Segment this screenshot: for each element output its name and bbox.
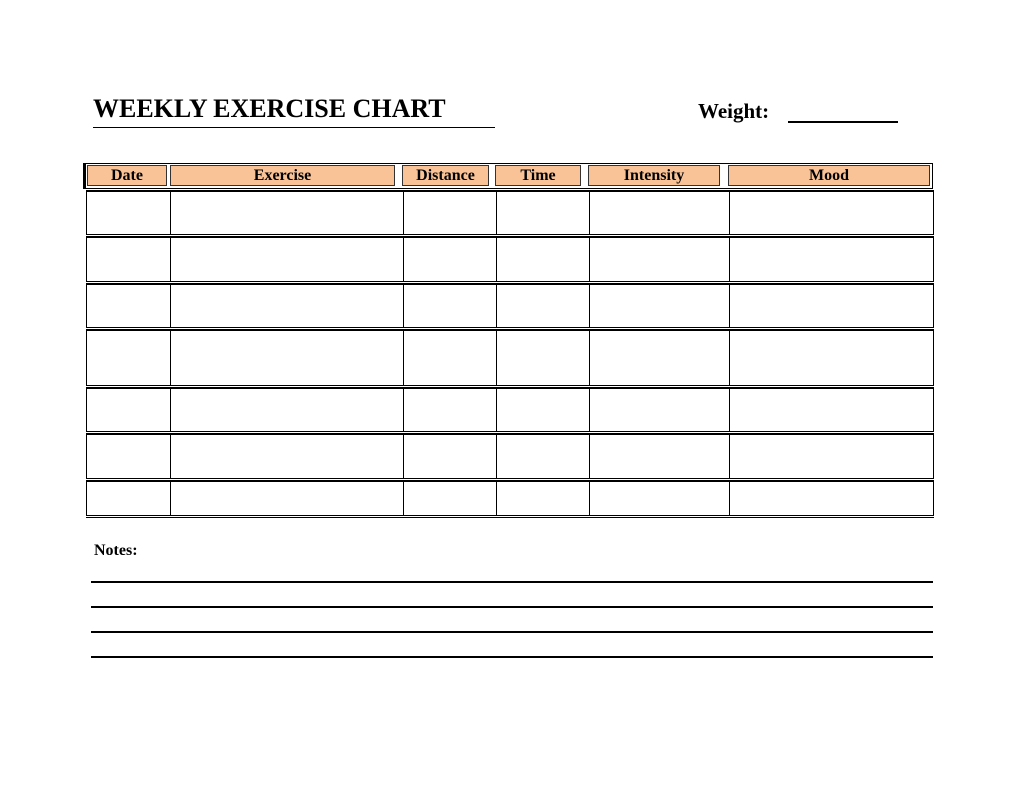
weight-label	[698, 98, 769, 124]
column-divider	[729, 482, 730, 515]
table-cell-mood[interactable]	[731, 192, 930, 234]
table-cell-time[interactable]	[498, 331, 587, 385]
page-title: WEEKLY EXERCISE CHART	[93, 94, 495, 128]
column-divider	[170, 192, 171, 234]
table-cell-date[interactable]	[89, 285, 168, 327]
weight-label-colon: :	[762, 99, 770, 123]
table-cell-mood[interactable]	[731, 331, 930, 385]
table-cell-mood[interactable]	[731, 435, 930, 478]
table-cell-intensity[interactable]	[591, 389, 727, 431]
table-cell-intensity[interactable]	[591, 285, 727, 327]
column-divider	[403, 435, 404, 478]
column-divider	[496, 435, 497, 478]
table-cell-date[interactable]	[89, 482, 168, 515]
column-divider	[403, 389, 404, 431]
column-divider	[496, 331, 497, 385]
table-cell-exercise[interactable]	[172, 435, 401, 478]
column-divider	[170, 435, 171, 478]
column-divider	[496, 482, 497, 515]
table-row	[86, 236, 934, 282]
column-divider	[496, 285, 497, 327]
column-header-exercise: Exercise	[170, 165, 395, 186]
table-cell-date[interactable]	[89, 389, 168, 431]
notes-line[interactable]	[91, 631, 933, 633]
column-divider	[170, 238, 171, 281]
column-divider	[589, 331, 590, 385]
column-divider	[589, 482, 590, 515]
table-cell-distance[interactable]	[405, 192, 494, 234]
column-header-date: Date	[87, 165, 167, 186]
column-header-intensity: Intensity	[588, 165, 720, 186]
column-divider	[496, 238, 497, 281]
table-cell-exercise[interactable]	[172, 482, 401, 515]
column-divider	[589, 238, 590, 281]
column-divider	[170, 285, 171, 327]
table-row	[86, 329, 934, 386]
table-cell-date[interactable]	[89, 331, 168, 385]
table-cell-exercise[interactable]	[172, 192, 401, 234]
table-cell-exercise[interactable]	[172, 238, 401, 281]
table-cell-time[interactable]	[498, 482, 587, 515]
column-header-distance: Distance	[402, 165, 489, 186]
table-cell-intensity[interactable]	[591, 435, 727, 478]
table-cell-distance[interactable]	[405, 482, 494, 515]
column-divider	[496, 389, 497, 431]
column-divider	[589, 435, 590, 478]
column-divider	[729, 238, 730, 281]
table-cell-mood[interactable]	[731, 482, 930, 515]
column-divider	[170, 331, 171, 385]
table-cell-date[interactable]	[89, 238, 168, 281]
table-row	[86, 480, 934, 516]
table-cell-time[interactable]	[498, 192, 587, 234]
weight-entry-line	[788, 121, 898, 123]
column-divider	[403, 331, 404, 385]
column-header-mood: Mood	[728, 165, 930, 186]
column-divider	[170, 482, 171, 515]
table-cell-time[interactable]	[498, 285, 587, 327]
table-cell-exercise[interactable]	[172, 285, 401, 327]
table-row	[86, 190, 934, 235]
table-cell-intensity[interactable]	[591, 238, 727, 281]
table-cell-exercise[interactable]	[172, 331, 401, 385]
table-cell-mood[interactable]	[731, 389, 930, 431]
column-divider	[589, 389, 590, 431]
table-cell-intensity[interactable]	[591, 331, 727, 385]
column-divider	[403, 238, 404, 281]
column-divider	[729, 389, 730, 431]
column-divider	[403, 285, 404, 327]
table-cell-time[interactable]	[498, 389, 587, 431]
column-divider	[729, 435, 730, 478]
table-row	[86, 387, 934, 432]
column-header-time: Time	[495, 165, 581, 186]
table-row	[86, 283, 934, 328]
table-cell-distance[interactable]	[405, 435, 494, 478]
column-divider	[403, 482, 404, 515]
table-row	[86, 433, 934, 479]
column-divider	[403, 192, 404, 234]
notes-line[interactable]	[91, 606, 933, 608]
table-cell-time[interactable]	[498, 238, 587, 281]
table-cell-distance[interactable]	[405, 238, 494, 281]
table-cell-distance[interactable]	[405, 285, 494, 327]
table-cell-date[interactable]	[89, 435, 168, 478]
table-cell-intensity[interactable]	[591, 482, 727, 515]
column-divider	[589, 285, 590, 327]
table-cell-distance[interactable]	[405, 331, 494, 385]
weight-label-text: Weight	[698, 99, 763, 123]
column-divider	[170, 389, 171, 431]
exercise-table	[83, 163, 935, 519]
notes-label: Notes:	[94, 542, 138, 559]
column-divider	[729, 331, 730, 385]
table-bottom-rule	[86, 517, 934, 518]
table-cell-mood[interactable]	[731, 238, 930, 281]
notes-line[interactable]	[91, 581, 933, 583]
table-cell-time[interactable]	[498, 435, 587, 478]
column-divider	[729, 192, 730, 234]
table-cell-date[interactable]	[89, 192, 168, 234]
column-divider	[729, 285, 730, 327]
notes-line[interactable]	[91, 656, 933, 658]
table-cell-distance[interactable]	[405, 389, 494, 431]
column-divider	[496, 192, 497, 234]
table-cell-exercise[interactable]	[172, 389, 401, 431]
table-cell-mood[interactable]	[731, 285, 930, 327]
table-cell-intensity[interactable]	[591, 192, 727, 234]
column-divider	[589, 192, 590, 234]
